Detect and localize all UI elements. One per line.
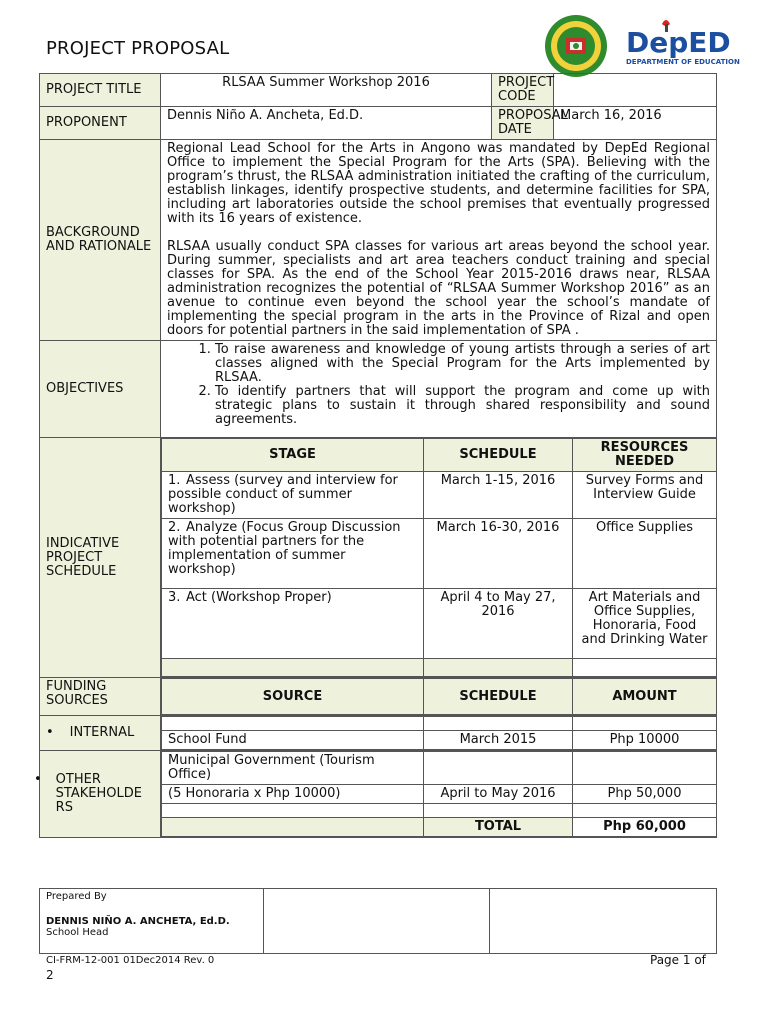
empty-cell bbox=[162, 717, 424, 731]
proposal-table bbox=[34, 73, 717, 838]
funding-table bbox=[161, 678, 717, 715]
deped-logo-subtext: DEPARTMENT OF EDUCATION bbox=[626, 58, 740, 66]
page-title: PROJECT PROPOSAL bbox=[46, 38, 230, 59]
schedule-table bbox=[161, 438, 717, 677]
objective-item: 1. To raise awareness and knowledge of young artists through a series of art classes aligned with the Special Program for the Arts implemented by RLSAA. bbox=[215, 343, 710, 385]
bullet-icon: • bbox=[34, 772, 42, 787]
signatory-name: DENNIS NIÑO A. ANCHETA, Ed.D. bbox=[46, 916, 230, 927]
empty-cell bbox=[573, 717, 717, 731]
school-seal-logo bbox=[544, 14, 608, 78]
funding-header-source: SOURCE bbox=[162, 679, 424, 715]
internal-label-cell bbox=[40, 716, 161, 751]
stage-text: Assess (survey and interview for possible conduct of summer workshop) bbox=[168, 473, 398, 516]
stage-number: 3. bbox=[168, 590, 181, 605]
empty-signature-cell bbox=[264, 889, 490, 954]
project-title-value: RLSAA Summer Workshop 2016 bbox=[161, 74, 492, 107]
amount-cell: Php 50,000 bbox=[573, 785, 717, 804]
proposal-date-label: PROPOSAL DATE bbox=[492, 107, 554, 140]
empty-signature-cell bbox=[490, 889, 717, 954]
funding-cell bbox=[161, 678, 717, 716]
total-amount: Php 60,000 bbox=[573, 818, 717, 837]
stage-number: 1. bbox=[168, 473, 181, 488]
schedule-cell: March 1-15, 2016 bbox=[424, 472, 573, 519]
other-rows bbox=[161, 751, 717, 838]
resources-cell: Survey Forms and Interview Guide bbox=[573, 472, 717, 519]
proposal-date-value: March 16, 2016 bbox=[554, 107, 717, 140]
empty-cell bbox=[573, 659, 717, 677]
schedule-header-schedule: SCHEDULE bbox=[424, 439, 573, 472]
empty-cell bbox=[162, 818, 424, 837]
objective-item: 2. To identify partners that will support the program and come up with strategic plans to sustain it through shared responsibility and sound agreements. bbox=[215, 385, 710, 427]
stage-cell bbox=[162, 519, 424, 589]
table-row bbox=[162, 731, 717, 750]
other-table bbox=[161, 751, 717, 837]
prepared-by-cell bbox=[40, 889, 264, 954]
table-row bbox=[162, 659, 717, 677]
schedule-cell: March 2015 bbox=[424, 731, 573, 750]
bullet-icon: • bbox=[46, 725, 54, 740]
resources-cell: Office Supplies bbox=[573, 519, 717, 589]
table-row bbox=[162, 589, 717, 659]
signature-table bbox=[39, 888, 717, 954]
empty-cell bbox=[424, 752, 573, 785]
other-label-cell bbox=[34, 751, 161, 838]
form-code: CI-FRM-12-001 01Dec2014 Rev. 0 bbox=[46, 955, 215, 966]
background-text bbox=[161, 140, 717, 341]
empty-cell bbox=[573, 804, 717, 818]
source-cell: Municipal Government (Tourism Office) bbox=[162, 752, 424, 785]
schedule-cell: April to May 2016 bbox=[424, 785, 573, 804]
internal-rows bbox=[161, 716, 717, 751]
deped-logo bbox=[622, 16, 740, 68]
table-row bbox=[162, 785, 717, 804]
prepared-by-label: Prepared By bbox=[46, 891, 107, 902]
page-total: 2 bbox=[46, 968, 54, 982]
schedule-header-stage: STAGE bbox=[162, 439, 424, 472]
internal-table bbox=[161, 716, 717, 750]
schedule-header-resources: RESOURCES NEEDED bbox=[573, 439, 717, 472]
objectives-list-cell bbox=[161, 341, 717, 438]
empty-cell bbox=[424, 804, 573, 818]
stage-cell bbox=[162, 589, 424, 659]
empty-cell bbox=[424, 717, 573, 731]
signatory-position: School Head bbox=[46, 927, 109, 938]
objectives-label: OBJECTIVES bbox=[40, 341, 161, 438]
schedule-cell bbox=[161, 438, 717, 678]
schedule-label: INDICATIVE PROJECT SCHEDULE bbox=[40, 438, 161, 678]
schedule-cell: March 16-30, 2016 bbox=[424, 519, 573, 589]
project-title-label: PROJECT TITLE bbox=[40, 74, 161, 107]
funding-label: FUNDING SOURCES bbox=[40, 678, 161, 716]
funding-header-amount: AMOUNT bbox=[573, 679, 717, 715]
empty-cell bbox=[573, 752, 717, 785]
total-row bbox=[162, 818, 717, 837]
stage-number: 2. bbox=[168, 520, 181, 535]
background-paragraph-2: RLSAA usually conduct SPA classes for various art areas beyond the school year. During summer, specialists and art area teachers conduct training and special classes for SPA. As the end of the School Year 2015-2016 draws near, RLSAA administration recognizes the potential of “RLSAA Summer Workshop 2016” as an avenue to continue even beyond the school year the school’s mandate of implementing the special program in the arts in the Province of Rizal and open doors for potential partners in the said implementation of SPA . bbox=[167, 239, 711, 338]
empty-cell bbox=[424, 659, 573, 677]
background-paragraph-1: Regional Lead School for the Arts in Angono was mandated by DepEd Regional Office to implement the Special Program for the Arts (SPA). Believing with the program’s thrust, the RLSAA administration initiated the crafting of the curriculum, establish linkages, identify prospective students, and determine facilities for SPA, including art laboratories outside the school premises that eventually progressed with its 16 years of existence. bbox=[167, 141, 711, 226]
other-label: OTHER STAKEHOLDE RS bbox=[55, 772, 142, 815]
source-cell: School Fund bbox=[162, 731, 424, 750]
deped-logo-text: DepED bbox=[626, 26, 731, 59]
proponent-value: Dennis Niño A. Ancheta, Ed.D. bbox=[161, 107, 492, 140]
objectives-list bbox=[167, 343, 710, 427]
stage-text: Analyze (Focus Group Discussion with potential partners for the implementation of summer workshop) bbox=[168, 520, 401, 577]
proponent-label: PROPONENT bbox=[40, 107, 161, 140]
source-cell: (5 Honoraria x Php 10000) bbox=[162, 785, 424, 804]
background-label: BACKGROUND AND RATIONALE bbox=[40, 140, 161, 341]
project-code-value bbox=[554, 74, 717, 107]
table-row bbox=[162, 472, 717, 519]
empty-cell bbox=[162, 659, 424, 677]
project-code-label: PROJECT CODE bbox=[492, 74, 554, 107]
page-number: Page 1 of bbox=[650, 953, 706, 967]
total-label: TOTAL bbox=[424, 818, 573, 837]
funding-header-schedule: SCHEDULE bbox=[424, 679, 573, 715]
internal-label: INTERNAL bbox=[69, 725, 135, 740]
stage-cell bbox=[162, 472, 424, 519]
amount-cell: Php 10000 bbox=[573, 731, 717, 750]
resources-cell: Art Materials and Office Supplies, Honoraria, Food and Drinking Water bbox=[573, 589, 717, 659]
empty-cell bbox=[162, 804, 424, 818]
schedule-cell: April 4 to May 27, 2016 bbox=[424, 589, 573, 659]
stage-text: Act (Workshop Proper) bbox=[186, 590, 332, 605]
table-row bbox=[162, 519, 717, 589]
